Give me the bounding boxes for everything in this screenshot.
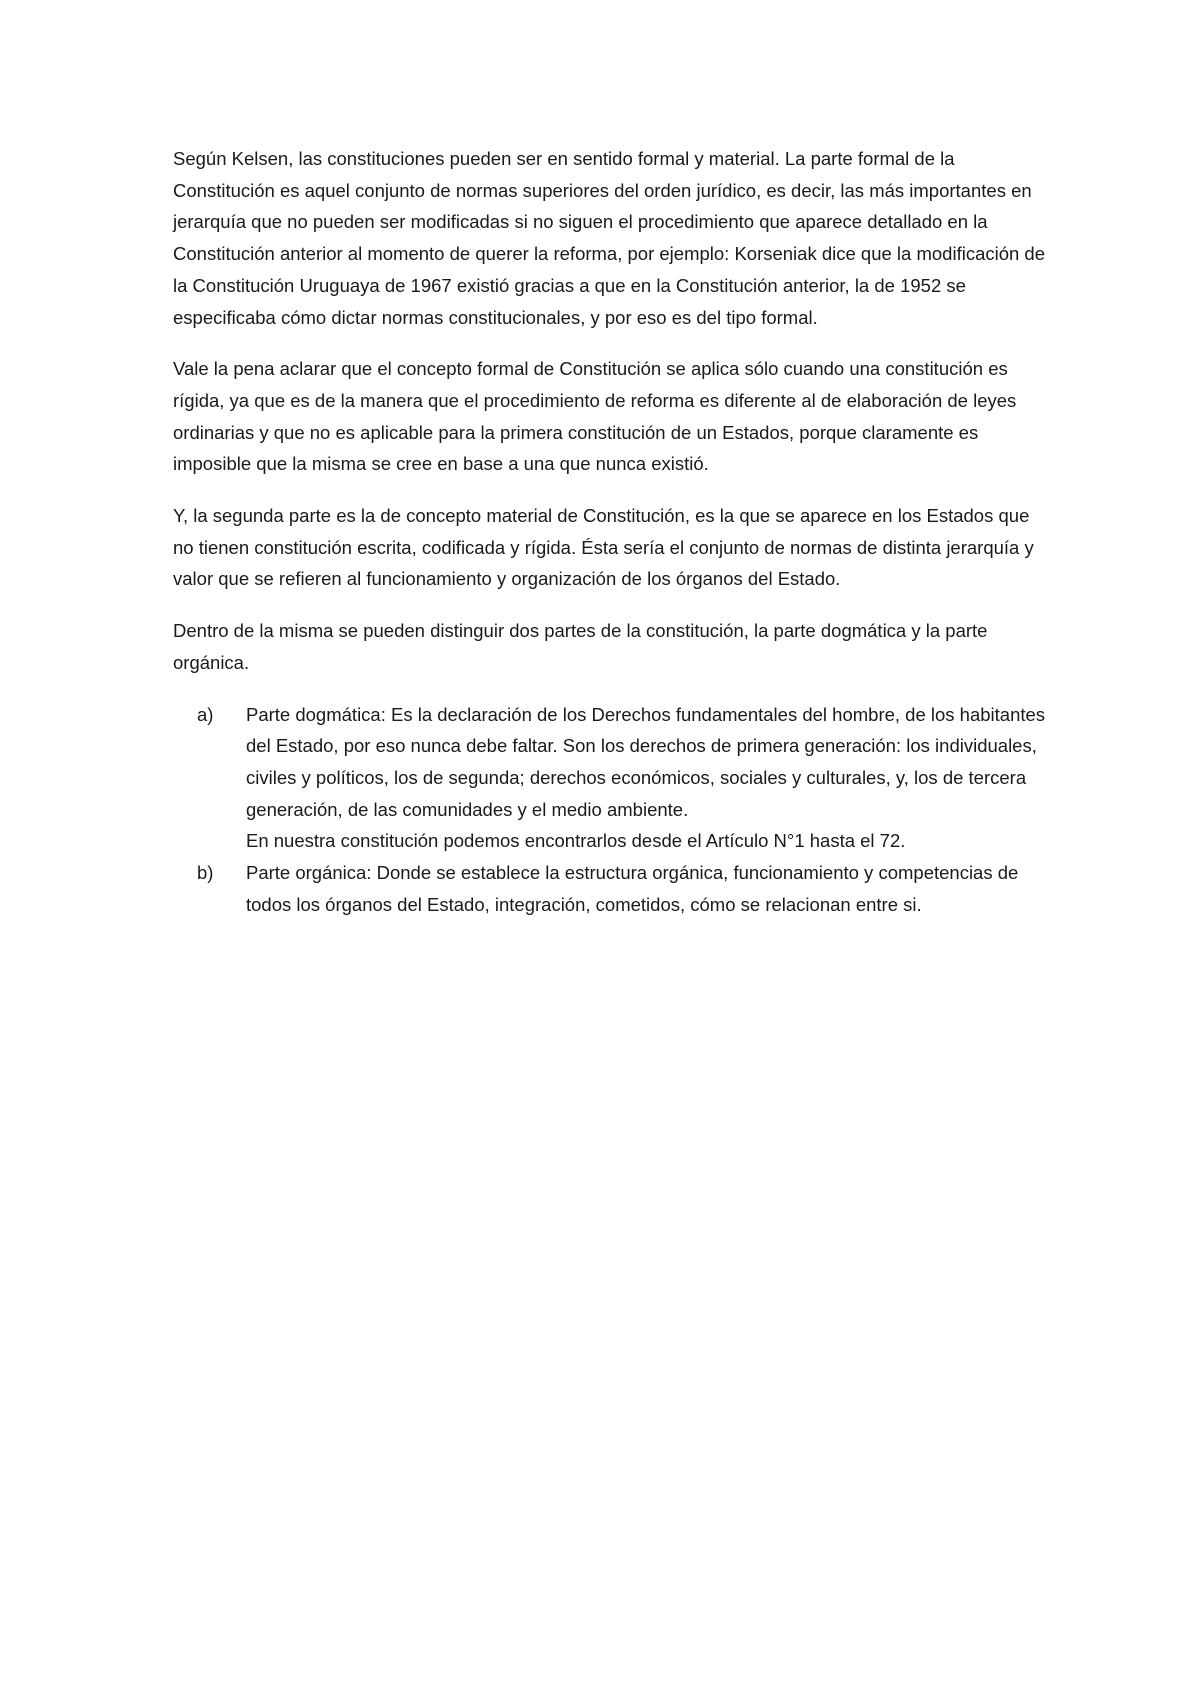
paragraph-parts-intro: Dentro de la misma se pueden distinguir dos partes de la constitución, la parte dogmática y la parte orgánica. [173, 620, 988, 673]
list-item-dogmatic [173, 699, 1053, 858]
list-item-text: Parte orgánica: Donde se establece la estructura orgánica, funcionamiento y competencias de todos los órganos del Estado, integración, cometidos, cómo se relacionan entre si. [246, 862, 1019, 915]
paragraph-kelsen: Según Kelsen, las constituciones pueden ser en sentido formal y material. La parte formal de la Constitución es aquel conjunto de normas superiores del orden jurídico, es decir, las más importantes en jerarquía que no pueden ser modificadas si no siguen el procedimiento que aparece detallado en la Constitución anterior al momento de querer la reforma, por ejemplo: Korseniak dice que la modificación de la Constitución Uruguaya de 1967 existió gracias a que en la Constitución anterior, la de 1952 se especificaba cómo dictar normas constitucionales, y por eso es del tipo formal. [173, 148, 1046, 328]
document-body [173, 143, 1053, 920]
list-item-organic [173, 857, 1053, 920]
list-marker: a) [197, 703, 214, 725]
list-item-text: Parte dogmática: Es la declaración de los Derechos fundamentales del hombre, de los habitantes del Estado, por eso nunca debe faltar. Son los derechos de primera generación: los individuales, civiles y políticos, los de segunda; derechos económicos, sociales y culturales, y, los de tercera generación, de las comunidades y el medio ambiente. [246, 703, 1046, 820]
list-marker: b) [197, 862, 214, 884]
paragraph-formal-concept: Vale la pena aclarar que el concepto formal de Constitución se aplica sólo cuando una constitución es rígida, ya que es de la manera que el procedimiento de reforma es diferente al de elaboración de leyes ordinarias y que no es aplicable para la primera constitución de un Estados, porque claramente es imposible que la misma se cree en base a una que nunca existió. [173, 358, 1017, 475]
list-item-extra-text: En nuestra constitución podemos encontrarlos desde el Artículo N°1 hasta el 72. [246, 830, 906, 852]
paragraph-material-concept: Y, la segunda parte es la de concepto material de Constitución, es la que se aparece en los Estados que no tienen constitución escrita, codificada y rígida. Ésta sería el conjunto de normas de distinta jerarquía y valor que se refieren al funcionamiento y organización de los órganos del Estado. [173, 505, 1034, 590]
parts-list [173, 699, 1053, 921]
